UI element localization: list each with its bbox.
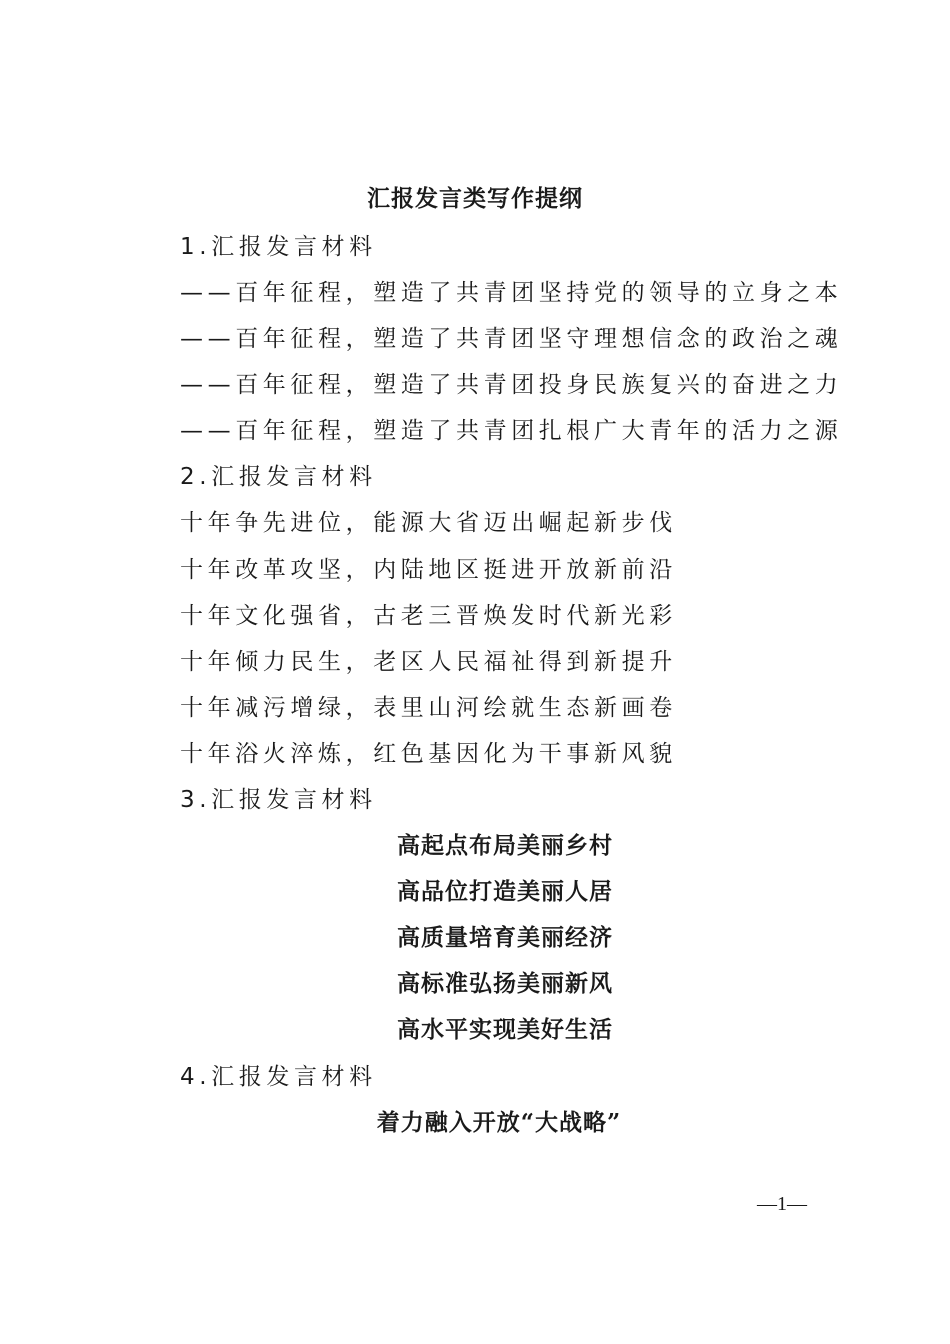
section-3-heading: 3.汇报发言材料 [180, 787, 377, 813]
section-1-line-3: ——百年征程，塑造了共青团投身民族复兴的奋进之力 [180, 372, 843, 398]
section-1-line-1: ——百年征程，塑造了共青团坚持党的领导的立身之本 [180, 280, 843, 306]
section-3-line-5: 高水平实现美好生活 [397, 1016, 613, 1043]
section-2-line-6: 十年浴火淬炼，红色基因化为干事新风貌 [180, 741, 677, 767]
document-title: 汇报发言类写作提纲 [367, 185, 583, 212]
section-2-heading: 2.汇报发言材料 [180, 464, 377, 490]
section-2-line-2: 十年改革攻坚，内陆地区挺进开放新前沿 [180, 557, 677, 583]
section-1-line-2: ——百年征程，塑造了共青团坚守理想信念的政治之魂 [180, 326, 843, 352]
section-1-line-4: ——百年征程，塑造了共青团扎根广大青年的活力之源 [180, 418, 843, 444]
section-3-line-4: 高标准弘扬美丽新风 [397, 970, 613, 997]
section-2-line-5: 十年减污增绿，表里山河绘就生态新画卷 [180, 695, 677, 721]
section-2-line-4: 十年倾力民生，老区人民福祉得到新提升 [180, 649, 677, 675]
section-4-line-1: 着力融入开放“大战略” [376, 1109, 622, 1136]
section-2-line-1: 十年争先进位，能源大省迈出崛起新步伐 [180, 510, 677, 536]
page-number: —1— [757, 1193, 807, 1215]
section-3-line-3: 高质量培育美丽经济 [397, 924, 613, 951]
section-2-line-3: 十年文化强省，古老三晋焕发时代新光彩 [180, 603, 677, 629]
section-1-heading: 1.汇报发言材料 [180, 234, 377, 260]
section-4-heading: 4.汇报发言材料 [180, 1064, 377, 1090]
section-3-line-2: 高品位打造美丽人居 [397, 878, 613, 905]
section-3-line-1: 高起点布局美丽乡村 [397, 832, 613, 859]
